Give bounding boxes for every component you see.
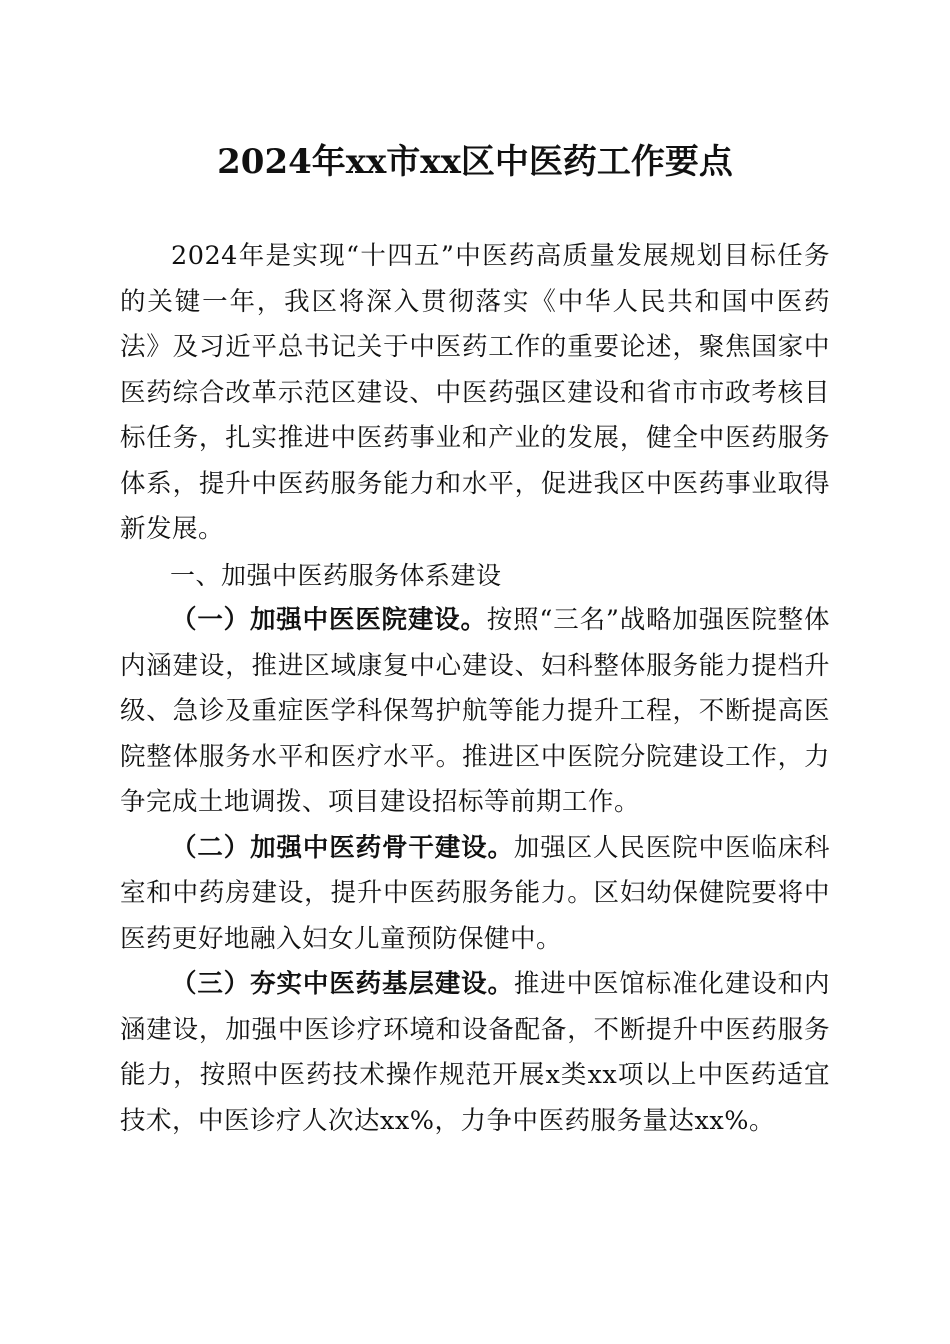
document-body <box>120 234 830 1144</box>
item-text-1: 按照“三名”战略加强医院整体内涵建设，推进区域康复中心建设、妇科整体服务能力提档升级、急诊及重症医学科保驾护航等能力提升工程，不断提高医院整体服务水平和医疗水平。推进区中医院分院建设工作，力争完成土地调拨、项目建设招标等前期工作。 <box>120 605 830 817</box>
document-title: 2024年xx市xx区中医药工作要点 <box>217 142 733 182</box>
item-lead-1: （一）加强中医医院建设。 <box>171 605 487 635</box>
item-lead-3: （三）夯实中医药基层建设。 <box>171 969 514 999</box>
item-text-2: 加强区人民医院中医临床科室和中药房建设，提升中医药服务能力。区妇幼保健院要将中医药更好地融入妇女儿童预防保健中。 <box>120 832 830 954</box>
item-paragraph-3 <box>120 962 830 1144</box>
intro-paragraph: 2024年是实现“十四五”中医药高质量发展规划目标任务的关键一年，我区将深入贯彻落实《中华人民共和国中医药法》及习近平总书记关于中医药工作的重要论述，聚焦国家中医药综合改革示范区建设、中医药强区建设和省市市政考核目标任务，扎实推进中医药事业和产业的发展，健全中医药服务体系，提升中医药服务能力和水平，促进我区中医药事业取得新发展。 <box>120 241 830 544</box>
item-lead-2: （二）加强中医药骨干建设。 <box>171 832 514 863</box>
item-paragraph-1 <box>120 598 830 826</box>
item-paragraph-2 <box>120 826 830 963</box>
item-text-3: 推进中医馆标准化建设和内涵建设，加强中医诊疗环境和设备配备，不断提升中医药服务能力，按照中医药技术操作规范开展x类xx项以上中医药适宜技术，中医诊疗人次达xx%，力争中医药服务量达xx%。 <box>120 969 830 1136</box>
section-heading: 一、加强中医药服务体系建设 <box>170 560 502 590</box>
